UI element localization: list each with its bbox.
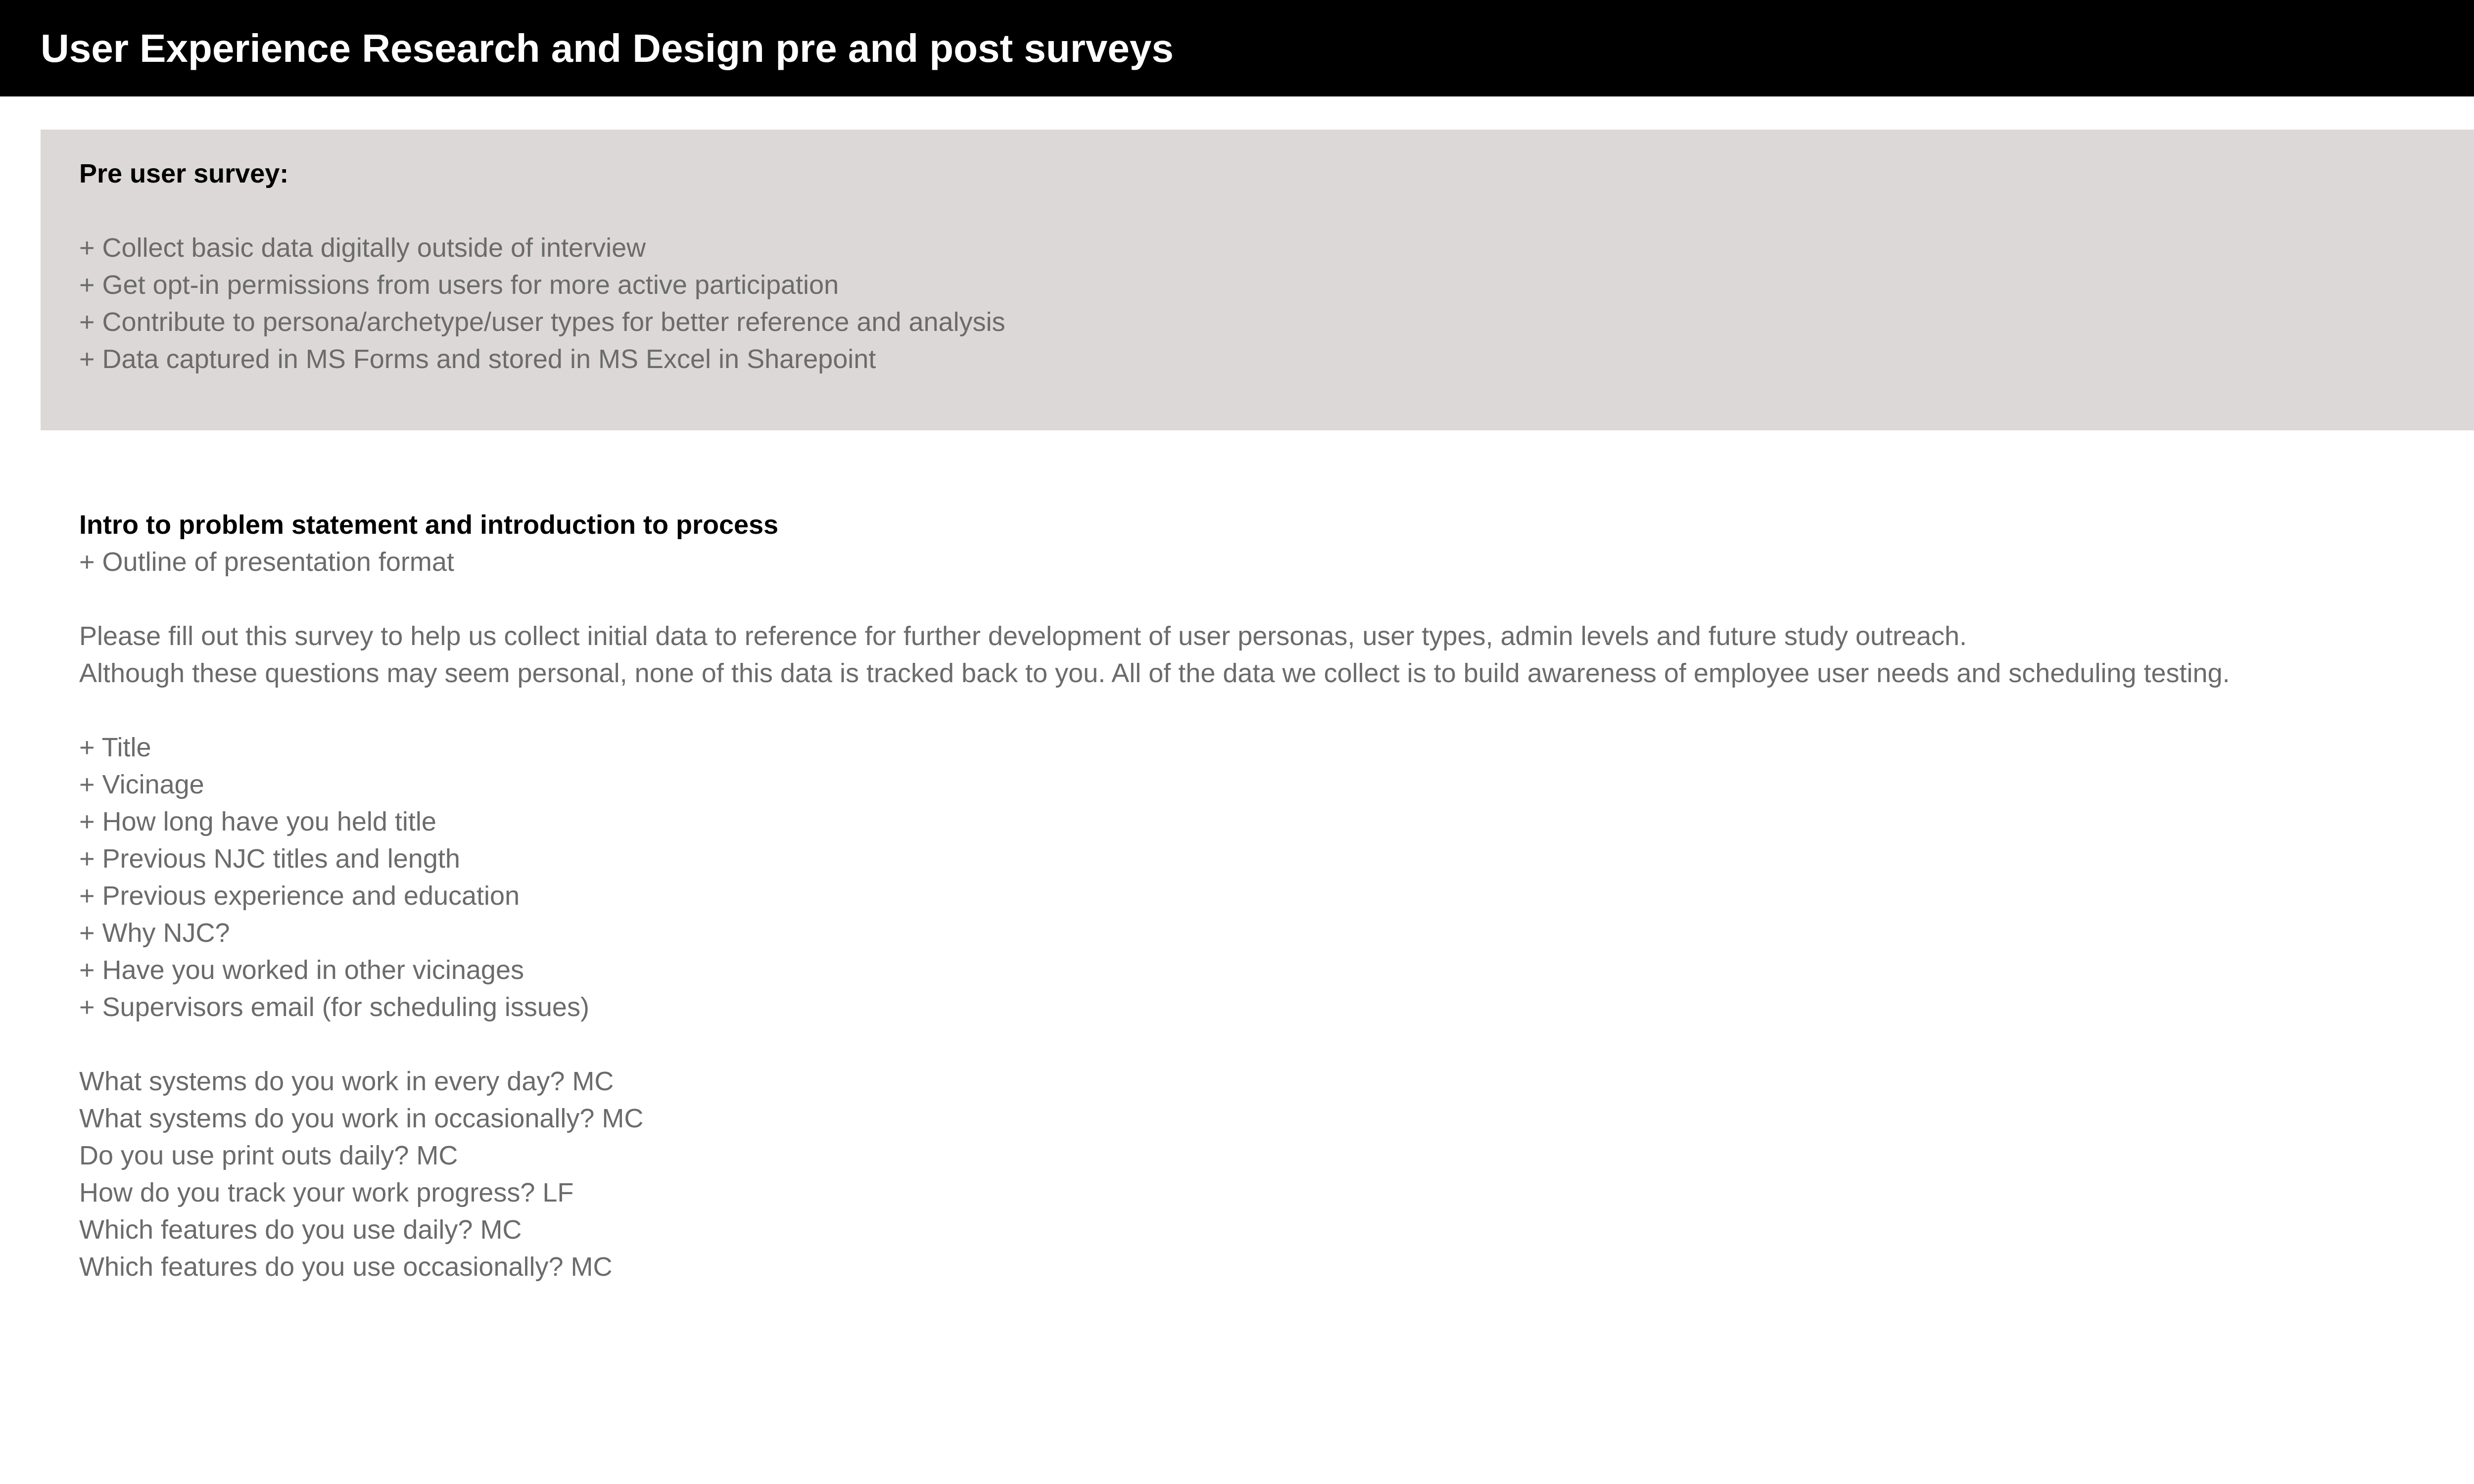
pre-survey-panel — [41, 130, 2474, 430]
page-title: User Experience Research and Design pre and post surveys — [41, 26, 1174, 70]
survey-field: + Title — [79, 733, 151, 762]
intro-paragraph: Although these questions may seem personal, none of this data is tracked back to you. All of the data we collect is to build awareness of employee user needs and scheduling testing. — [79, 658, 2230, 688]
survey-field: + Previous experience and education — [79, 881, 520, 911]
spacer — [79, 1026, 2230, 1063]
pre-survey-item: + Data captured in MS Forms and stored in MS Excel in Sharepoint — [79, 344, 876, 374]
survey-field: + Have you worked in other vicinages — [79, 955, 524, 985]
pre-survey-item: + Get opt-in permissions from users for more active participation — [79, 270, 839, 300]
survey-question: Which features do you use daily? MC — [79, 1215, 522, 1245]
pre-survey-item: + Collect basic data digitally outside of interview — [79, 233, 646, 263]
intro-paragraph: Please fill out this survey to help us collect initial data to reference for further development of user personas, user types, admin levels and future study outreach. — [79, 621, 1967, 651]
survey-question: Which features do you use occasionally? MC — [79, 1252, 613, 1282]
survey-field: + Supervisors email (for scheduling issues) — [79, 992, 589, 1022]
survey-field: + Previous NJC titles and length — [79, 844, 460, 874]
intro-heading: Intro to problem statement and introduction to process — [79, 510, 779, 540]
intro-outline: + Outline of presentation format — [79, 547, 454, 577]
survey-question: What systems do you work in occasionally? MC — [79, 1104, 644, 1133]
survey-question: Do you use print outs daily? MC — [79, 1141, 458, 1170]
intro-section — [79, 507, 2230, 1286]
survey-question: What systems do you work in every day? MC — [79, 1067, 614, 1096]
pre-survey-item: + Contribute to persona/archetype/user types for better reference and analysis — [79, 307, 1005, 337]
pre-survey-heading: Pre user survey: — [79, 159, 289, 188]
title-bar — [0, 0, 2474, 96]
survey-field: + How long have you held title — [79, 807, 436, 836]
spacer — [79, 192, 1005, 230]
survey-question: How do you track your work progress? LF — [79, 1178, 574, 1207]
pre-survey-content — [79, 155, 1005, 378]
spacer — [79, 581, 2230, 618]
spacer — [79, 692, 2230, 729]
survey-field: + Why NJC? — [79, 918, 230, 948]
survey-field: + Vicinage — [79, 770, 204, 799]
